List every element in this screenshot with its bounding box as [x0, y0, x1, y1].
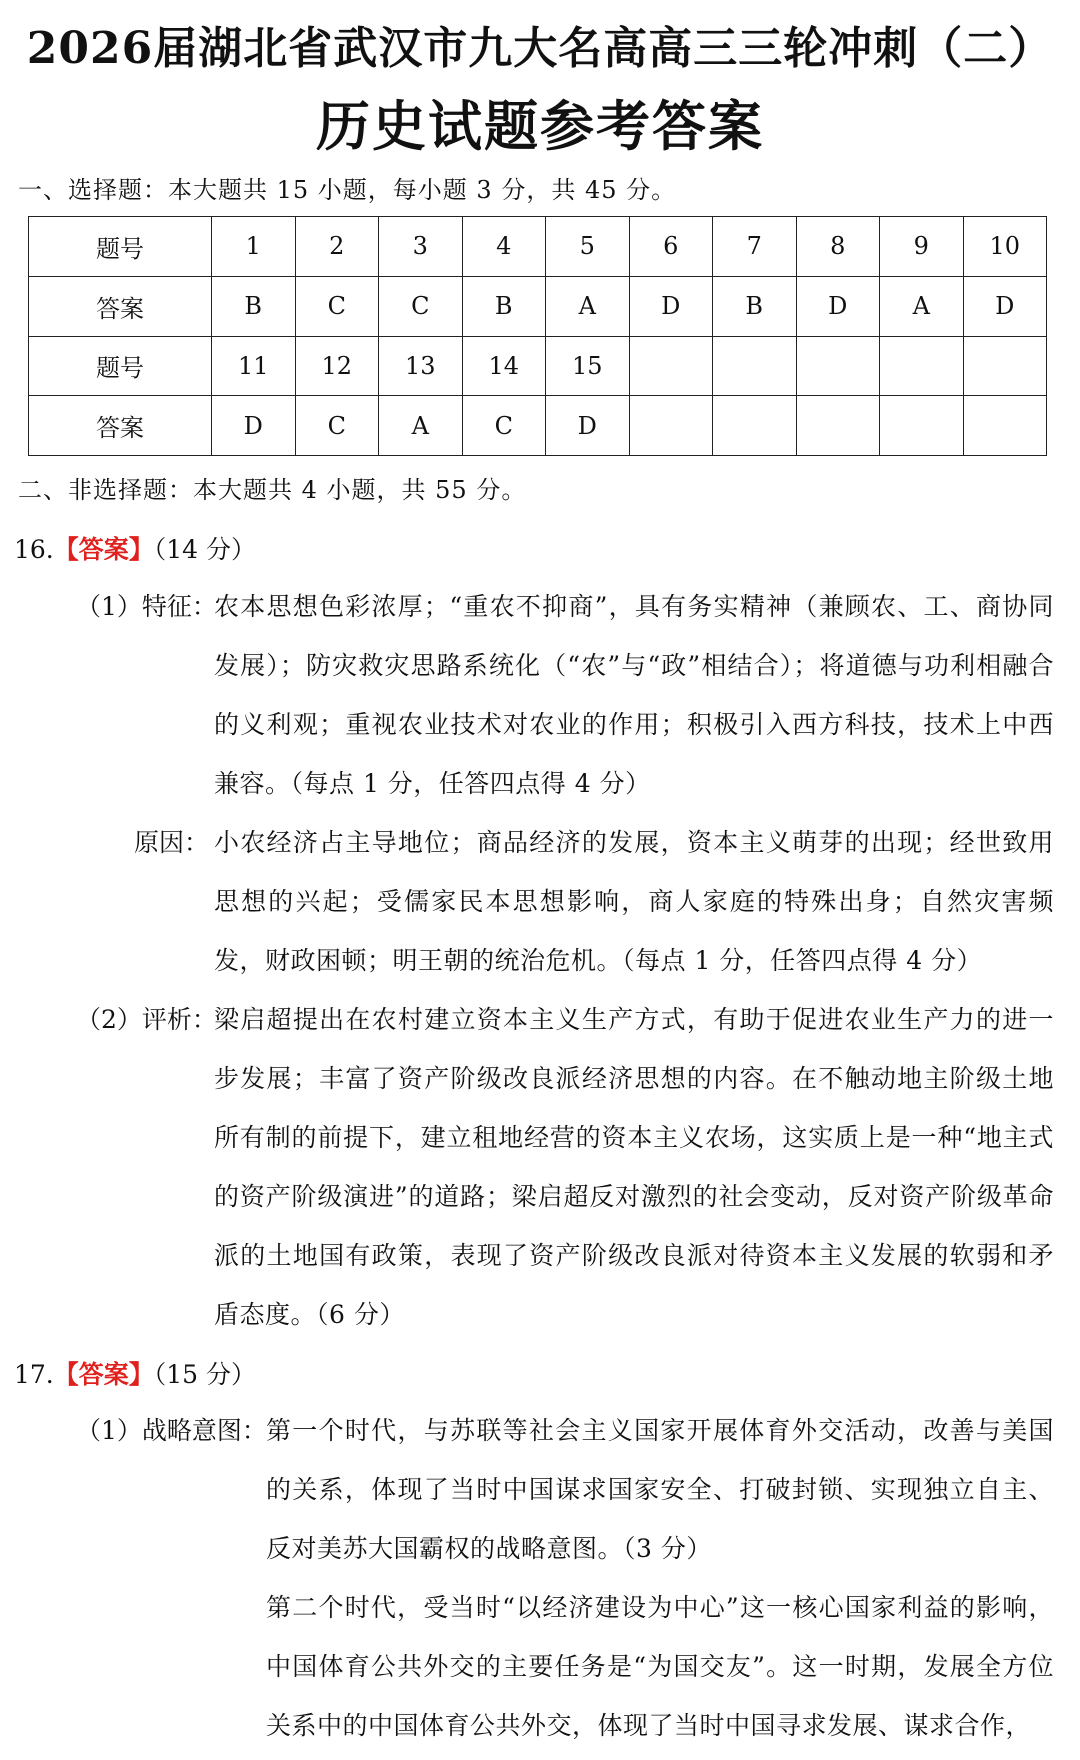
table-cell: 1 — [212, 217, 296, 277]
table-cell: A — [546, 276, 630, 336]
table-cell — [629, 396, 713, 456]
table-cell — [713, 336, 797, 396]
table-cell: A — [880, 276, 964, 336]
table-cell — [880, 396, 964, 456]
table-cell: 题号 — [29, 336, 212, 396]
table-cell: 8 — [796, 217, 880, 277]
answer-table — [28, 216, 1047, 456]
table-cell: 15 — [546, 336, 630, 396]
table-cell: C — [379, 276, 463, 336]
table-cell: 题号 — [29, 217, 212, 277]
table-cell: 7 — [713, 217, 797, 277]
q17-part1-text-2: 第二个时代，受当时“以经济建设为中心”这一核心国家利益的影响，中国体育公共外交的主要任务是“为国交友”。这一时期，发展全方位关系中的中国体育公共外交，体现了当时中国寻求发展、谋求合作， — [266, 1593, 1054, 1740]
q16-part2-text: 梁启超提出在农村建立资本主义生产方式，有助于促进农业生产力的进一步发展；丰富了资产阶级改良派经济思想的内容。在不触动地主阶级土地所有制的前提下，建立租地经营的资本主义农场，这实质上是一种“地主式的资产阶级演进”的道路；梁启超反对激烈的社会变动，反对资产阶级革命派的土地国有政策，表现了资产阶级改良派对待资本主义发展的软弱和矛盾态度。（6 分） — [214, 1005, 1054, 1329]
table-cell: D — [212, 396, 296, 456]
q16-part1-label: （1）特征： — [76, 592, 217, 621]
table-cell: 9 — [880, 217, 964, 277]
section-choice-heading: 一、选择题：本大题共 15 小题，每小题 3 分，共 45 分。 — [18, 176, 677, 204]
q17-part1-text: 第一个时代，与苏联等社会主义国家开展体育外交活动，改善与美国的关系，体现了当时中国谋求国家安全、打破封锁、实现独立自主、反对美苏大国霸权的战略意图。（3 分） — [266, 1416, 1054, 1563]
q16-reason-text: 小农经济占主导地位；商品经济的发展，资本主义萌芽的出现；经世致用思想的兴起；受儒家民本思想影响，商人家庭的特殊出身；自然灾害频发，财政困顿；明王朝的统治危机。（每点 1 分，任答四点得 4 分） — [214, 828, 1054, 975]
question-score: （15 分） — [153, 1360, 257, 1389]
table-cell: C — [462, 396, 546, 456]
table-cell: B — [713, 276, 797, 336]
table-cell: 答案 — [29, 396, 212, 456]
table-cell — [880, 336, 964, 396]
table-cell: D — [796, 276, 880, 336]
question-17-header — [14, 1355, 256, 1391]
table-cell — [963, 336, 1047, 396]
table-cell: 4 — [462, 217, 546, 277]
section-essay-heading: 二、非选择题：本大题共 4 小题，共 55 分。 — [18, 476, 527, 504]
table-cell: B — [462, 276, 546, 336]
table-cell: 10 — [963, 217, 1047, 277]
page-title: 2026届湖北省武汉市九大名高高三三轮冲刺（二） — [26, 23, 1054, 74]
table-cell: D — [546, 396, 630, 456]
answer-tag: 【答案】 — [53, 1360, 154, 1389]
table-cell: 3 — [379, 217, 463, 277]
q16-part2-label: （2）评析： — [76, 1005, 217, 1034]
table-cell: 2 — [295, 217, 379, 277]
table-cell — [963, 396, 1047, 456]
question-score: （14 分） — [153, 535, 257, 564]
table-row — [29, 276, 1047, 336]
table-cell: D — [629, 276, 713, 336]
table-cell: 14 — [462, 336, 546, 396]
table-cell — [796, 396, 880, 456]
table-cell — [713, 396, 797, 456]
answer-tag: 【答案】 — [53, 535, 154, 564]
table-row — [29, 336, 1047, 396]
table-cell: 6 — [629, 217, 713, 277]
table-cell: 13 — [379, 336, 463, 396]
table-cell — [629, 336, 713, 396]
table-cell: 5 — [546, 217, 630, 277]
q16-part1-text: 农本思想色彩浓厚；“重农不抑商”，具有务实精神（兼顾农、工、商协同发展）；防灾救灾思路系统化（“农”与“政”相结合）；将道德与功利相融合的义利观；重视农业技术对农业的作用；积极引入西方科技，技术上中西兼容。（每点 1 分，任答四点得 4 分） — [214, 592, 1054, 798]
table-cell: D — [963, 276, 1047, 336]
q17-part1-label: （1）战略意图： — [76, 1416, 267, 1445]
page-subtitle: 历史试题参考答案 — [316, 94, 764, 158]
table-cell: 答案 — [29, 276, 212, 336]
table-cell: 11 — [212, 336, 296, 396]
table-cell: C — [295, 396, 379, 456]
table-row — [29, 396, 1047, 456]
q16-reason-label: 原因： — [134, 828, 210, 857]
table-cell — [796, 336, 880, 396]
table-cell: B — [212, 276, 296, 336]
question-number: 17. — [14, 1360, 54, 1389]
question-16-header — [14, 530, 256, 566]
table-row — [29, 217, 1047, 277]
table-cell: C — [295, 276, 379, 336]
table-cell: 12 — [295, 336, 379, 396]
question-number: 16. — [14, 535, 54, 564]
table-cell: A — [379, 396, 463, 456]
